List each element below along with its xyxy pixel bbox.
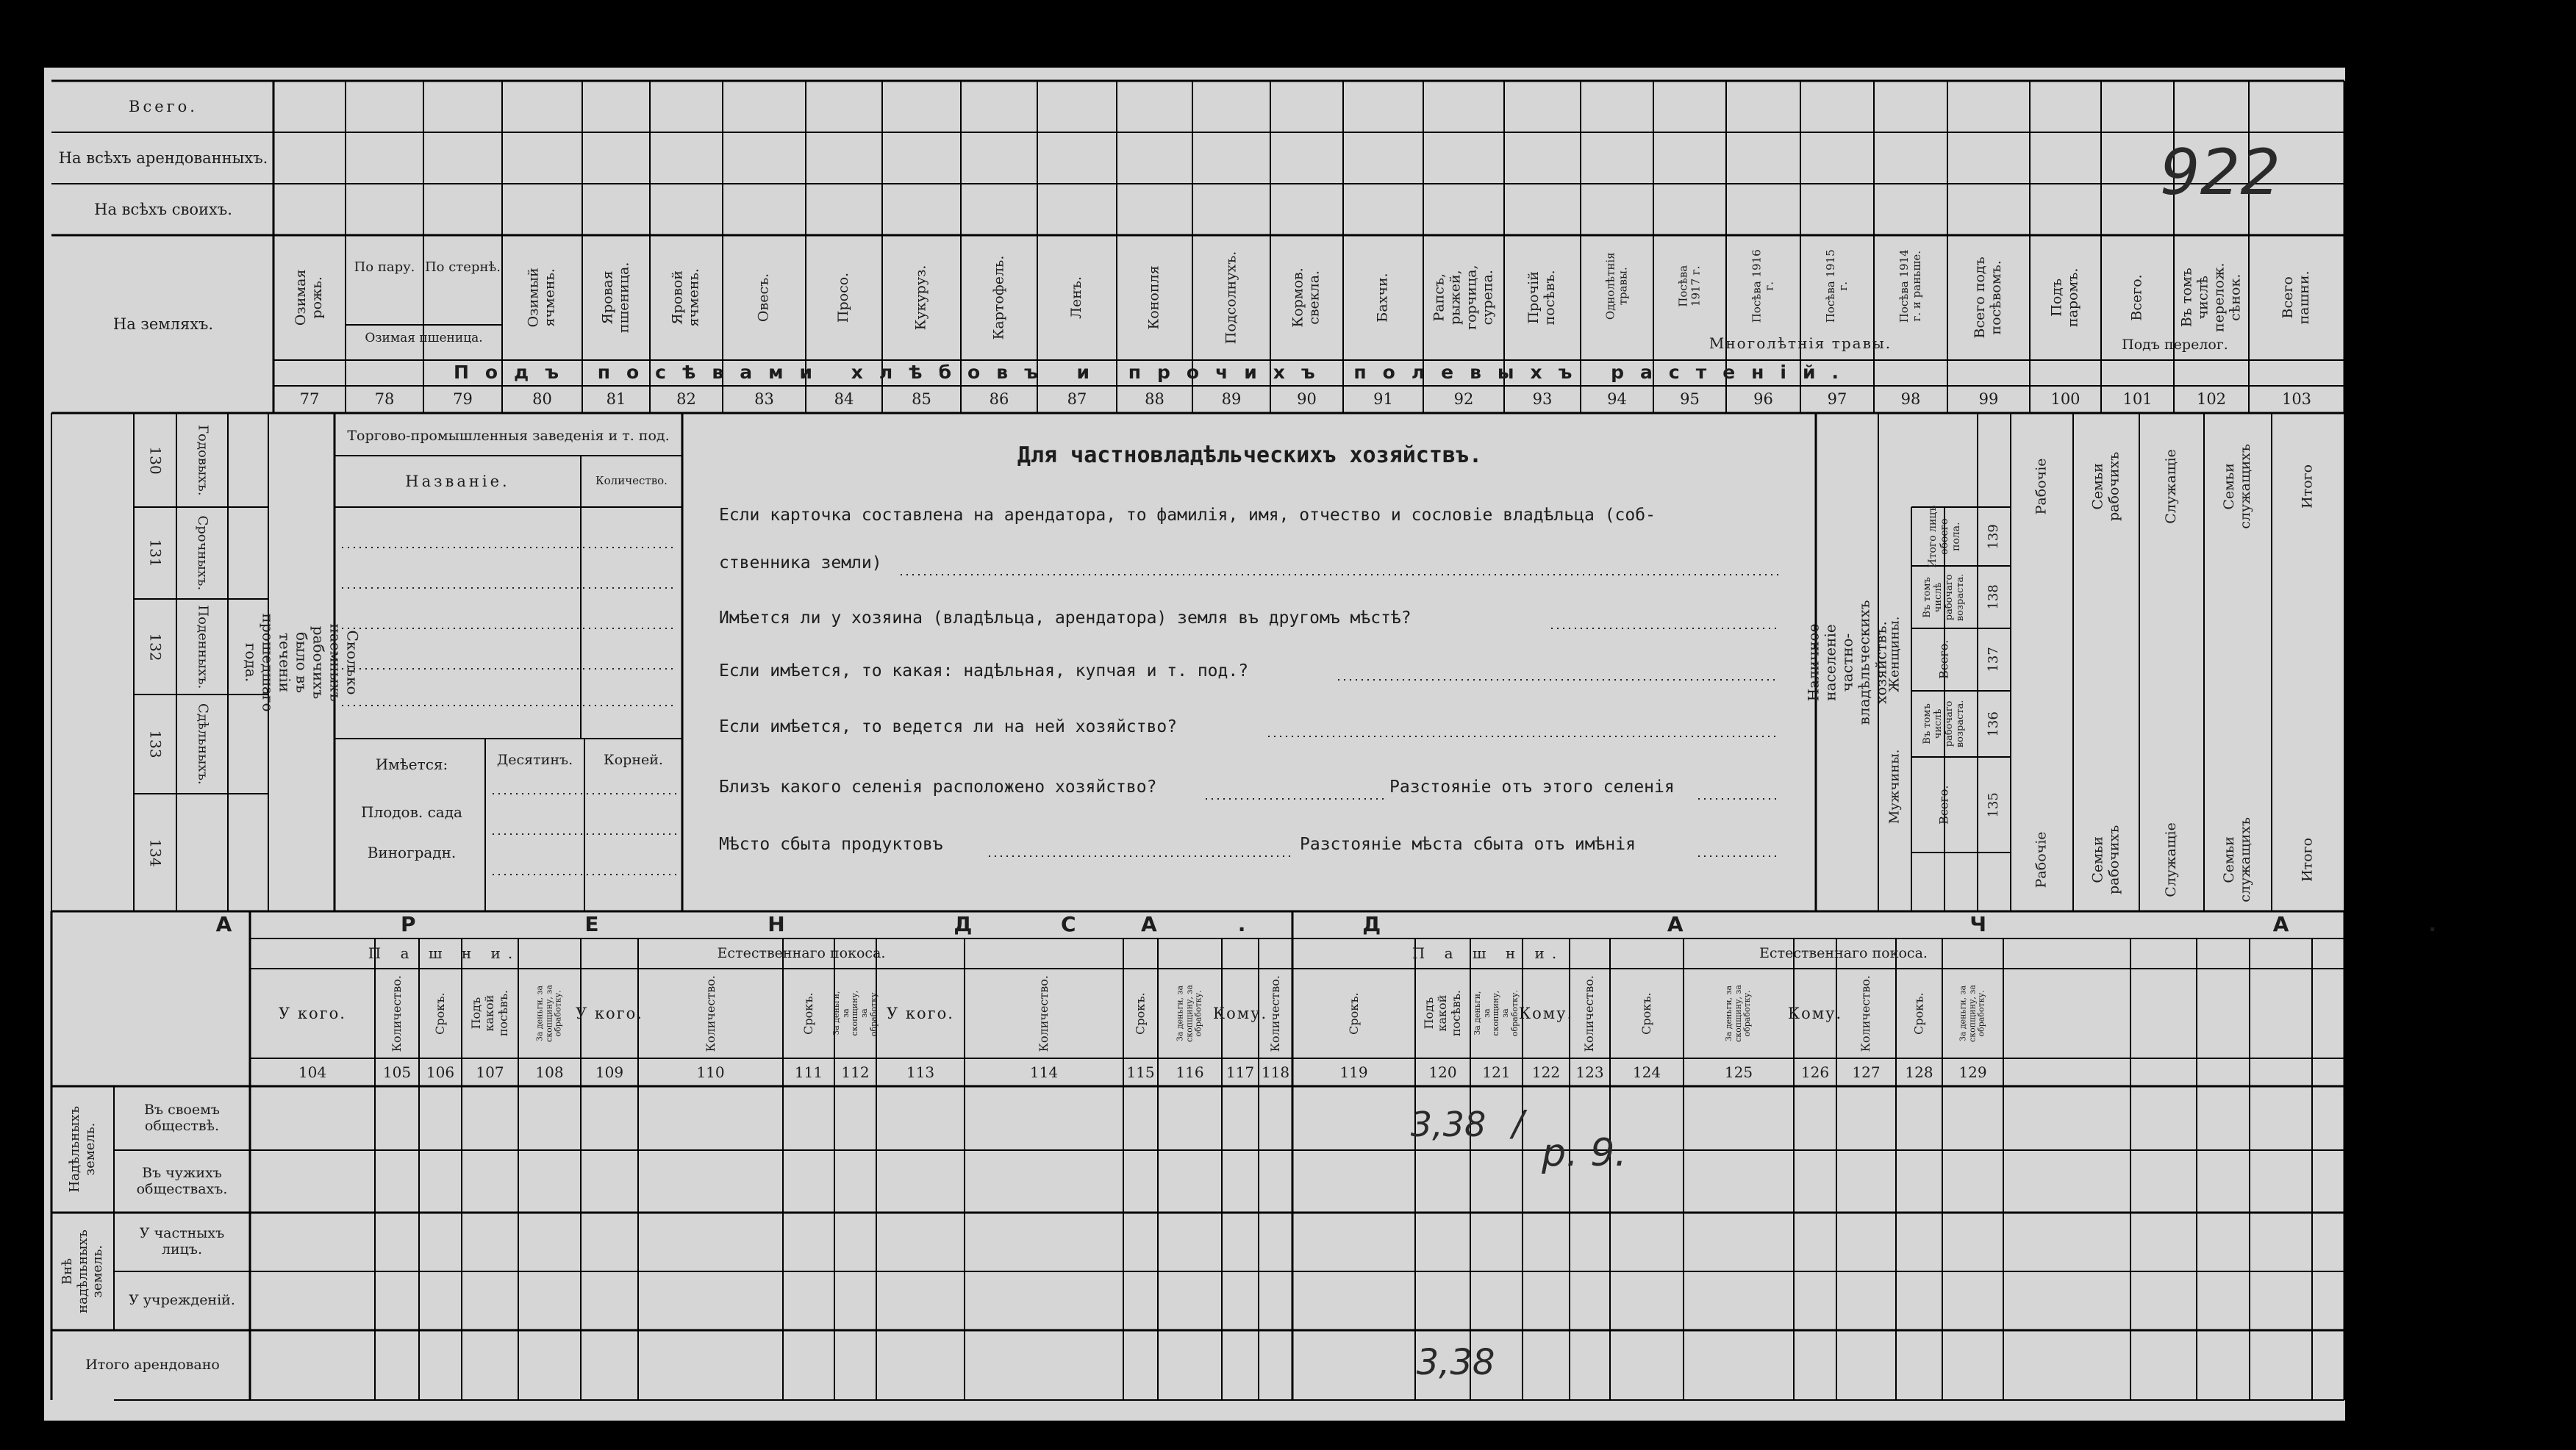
col-number-103: 103 [2281, 390, 2312, 409]
arr-col-label-129: За деньги, за скопщину, за обработку. [1958, 985, 1986, 1042]
col-number-93: 93 [1532, 390, 1553, 409]
staff-header-top-3: Семьи служащихъ [2221, 444, 2254, 529]
nenadel-label: Внѣ надѣльныхъ земель. [59, 1230, 105, 1313]
col-label-77: Озимая рожь. [293, 269, 325, 326]
arr-col-label-109: У кого. [576, 1004, 643, 1022]
arr-col-label-118: Количество. [1267, 975, 1282, 1052]
row-label-0: Всего. [129, 97, 198, 115]
arr-col-num-106: 106 [426, 1063, 455, 1081]
arr-col-num-111: 111 [794, 1063, 823, 1081]
arr-col-label-123: Количество. [1582, 975, 1597, 1052]
col-number-92: 92 [1453, 390, 1474, 409]
col-label-95: Посѣва 1917 г. [1676, 265, 1703, 307]
arr-col-label-119: Срокъ. [1346, 992, 1361, 1035]
handwritten-qty: 3,38 [1410, 1104, 1486, 1144]
arr-col-num-114: 114 [1029, 1063, 1059, 1081]
arr-col-label-110: Количество. [703, 975, 718, 1052]
question-q4: Если имѣется, то ведется ли на ней хозяйство? [719, 717, 1178, 736]
col-label-83: Овесъ. [755, 273, 772, 323]
col-label-81: Яровая пшеница. [599, 262, 632, 334]
col-number-85: 85 [912, 390, 931, 409]
question-q2: Имѣется ли у хозяина (владѣльца, арендатора) земля въ другомъ мѣстѣ? [719, 608, 1412, 628]
vert-col-num-131: 131 [146, 539, 165, 567]
arr-col-num-127: 127 [1852, 1063, 1881, 1081]
stamp-number: 922 [2159, 135, 2281, 209]
private-title: Для частновладѣльческихъ хозяйствъ. [1017, 442, 1483, 468]
question-q1a: Если карточка составлена на арендатора, то фамилія, имя, отчество и сословіе владѣльца (соб- [719, 505, 1656, 525]
arr-col-label-115: Срокъ. [1133, 992, 1148, 1035]
question-q1b: ственника земли) [719, 553, 882, 573]
col-number-84: 84 [834, 390, 854, 409]
col-number-101: 101 [2122, 390, 2153, 409]
vert-col-num-134: 134 [146, 838, 165, 867]
nadel-label: Надѣльныхъ земель. [66, 1106, 98, 1193]
col-label-91: Бахчи. [1374, 273, 1391, 323]
col-number-96: 96 [1753, 390, 1773, 409]
arr-col-num-112: 112 [841, 1063, 870, 1081]
vert-col-label-131: Срочныхъ. [195, 515, 211, 591]
row-label-bottom-0: Въ своемъ обществѣ. [144, 1101, 220, 1134]
col-label-89: Подсолнухъ. [1223, 251, 1239, 345]
arr-col-label-116: За деньги, за скопщину, за обработку. [1175, 985, 1203, 1042]
col-label-103: Всего пашни. [2280, 270, 2312, 325]
pop-num-138: 138 [1986, 584, 2002, 610]
arr-col-label-125: За деньги, за скопщину, за обработку. [1724, 985, 1753, 1042]
group-fallow: Подъ перелог. [2122, 337, 2228, 353]
col-label-93: Прочій посѣвъ. [1525, 270, 1558, 326]
row-label-2: На всѣхъ своихъ. [94, 200, 232, 218]
row-label-1: На всѣхъ арендованныхъ. [58, 148, 268, 167]
col-number-80: 80 [532, 390, 552, 409]
pop-num-136: 136 [1986, 711, 2002, 737]
vert-col-label-132: Поденныхъ. [195, 605, 211, 689]
vineyard-label: Виноградн. [367, 843, 457, 861]
col-label-102: Въ томъ числѣ перелож. сѣнок. [2178, 262, 2243, 333]
arr-col-num-118: 118 [1261, 1063, 1290, 1081]
arenda-pashni: П а ш н и. [368, 944, 520, 962]
row-label-bottom-2: У частныхъ лицъ. [139, 1225, 225, 1257]
question-q5b: Разстояніе отъ этого селенія [1389, 777, 1675, 797]
arr-col-num-116: 116 [1176, 1063, 1204, 1081]
pop-num-139: 139 [1986, 523, 2002, 550]
arr-col-label-112: За деньги, за скопщину, за обработку. [831, 990, 879, 1037]
pop-total-m: Всего. [1936, 785, 1951, 825]
sdacha-pokosa: Естественнаго покоса. [1759, 944, 1928, 961]
group-winter-wheat: Озимая пшеница. [365, 331, 483, 346]
col-number-79: 79 [453, 390, 473, 409]
col-label-87: Ленъ. [1068, 276, 1085, 319]
row-label-bottom-3: У учрежденій. [129, 1292, 235, 1309]
col-number-94: 94 [1607, 390, 1627, 409]
col-number-81: 81 [606, 390, 626, 409]
col-number-87: 87 [1067, 390, 1087, 409]
col-label-84: Просо. [835, 272, 852, 323]
staff-header-top-2: Служащіе [2163, 449, 2180, 524]
col-number-97: 97 [1827, 390, 1847, 409]
vert-col-num-130: 130 [146, 445, 165, 475]
roots-header: Корней. [604, 752, 663, 769]
pop-num-135: 135 [1986, 792, 2002, 818]
col-label-85: Кукуруз. [912, 265, 929, 331]
pop-total-w: Всего. [1936, 639, 1951, 680]
spaced-title: Подъ посѣвами хлѣбовъ и прочихъ полевыхъ растеній. [453, 362, 1856, 384]
hired-workers-question: Сколько наемныхъ рабочихъ было въ теченіи прошедшаго года. [242, 613, 362, 711]
arr-col-label-114: Количество. [1036, 975, 1051, 1052]
arr-col-num-107: 107 [476, 1063, 504, 1081]
pop-men: Мужчины. [1886, 749, 1903, 824]
col-number-100: 100 [2050, 390, 2081, 409]
question-q6: Мѣсто сбыта продуктовъ [719, 834, 943, 854]
handwritten-crop: р. 9. [1542, 1131, 1627, 1176]
row-label-3: На земляхъ. [112, 315, 214, 333]
arr-col-num-108: 108 [535, 1063, 564, 1081]
col-label-97: Посѣва 1915 г. [1823, 249, 1850, 323]
col-label-90: Кормов. свекла. [1289, 268, 1323, 328]
arr-col-label-106: Срокъ. [432, 992, 447, 1035]
desyatin-header: Десятинъ. [496, 752, 573, 769]
vert-col-label-134 [176, 794, 228, 911]
arr-col-num-113: 113 [906, 1063, 935, 1081]
col-label-80: Озимый ячмень. [525, 268, 558, 328]
arr-col-label-121: За деньги, за скопщину, за обработку. [1472, 990, 1520, 1037]
arr-col-label-120: Подъ какой посѣвъ. [1421, 990, 1463, 1037]
arr-col-num-105: 105 [382, 1063, 412, 1081]
trade-title: Торгово-промышленныя заведенія и т. под. [347, 428, 670, 445]
arr-col-label-124: Срокъ. [1639, 992, 1653, 1035]
arr-col-num-129: 129 [1958, 1063, 1987, 1081]
col-label-78: По пару. [354, 259, 415, 275]
col-label-82: Яровой ячмень. [669, 268, 702, 327]
trade-qty-header: Количество. [595, 474, 668, 488]
vert-col-num-132: 132 [146, 632, 165, 661]
arr-col-num-124: 124 [1632, 1063, 1661, 1081]
col-number-83: 83 [754, 390, 774, 409]
col-number-88: 88 [1145, 390, 1164, 409]
col-label-101: Всего. [2128, 274, 2145, 321]
arenda-title: А Р Е Н Д А. [215, 912, 1327, 937]
col-label-79: По стернѣ. [424, 259, 501, 275]
arr-col-num-117: 117 [1226, 1063, 1255, 1081]
arr-col-num-115: 115 [1126, 1063, 1155, 1081]
handwritten-slash: / [1511, 1103, 1525, 1145]
arr-col-num-126: 126 [1800, 1063, 1830, 1081]
arr-col-label-104: У кого. [279, 1004, 346, 1022]
pop-women: Женщины. [1886, 616, 1903, 692]
col-number-90: 90 [1297, 390, 1317, 409]
arr-col-num-122: 122 [1531, 1063, 1561, 1081]
question-q3: Если имѣется, то какая: надѣльная, купчая и т. под.? [719, 661, 1249, 681]
arr-col-label-111: Срокъ. [801, 992, 815, 1035]
staff-header-top-4: Итого [2299, 464, 2316, 509]
col-number-77: 77 [299, 390, 320, 409]
arr-col-label-127: Количество. [1858, 975, 1873, 1052]
sdacha-title: С Д А Ч А. [1060, 912, 2576, 937]
staff-header-bottom-2: Служащіе [2163, 822, 2180, 897]
col-label-88: Конопля [1145, 265, 1162, 330]
arr-col-num-110: 110 [696, 1063, 725, 1081]
row-label-bottom-4: Итого арендовано [85, 1356, 220, 1373]
col-label-94: Однолѣтнія травы. [1603, 252, 1630, 320]
col-label-100: Подъ паромъ. [2048, 268, 2081, 328]
population-label: Наличное населеніе частно-владѣльческихъ хозяйствъ. [1804, 600, 1890, 725]
arr-col-num-119: 119 [1339, 1063, 1368, 1081]
arr-col-label-107: Подъ какой посѣвъ. [468, 990, 510, 1037]
col-label-96: Посѣва 1916 г. [1750, 249, 1776, 323]
arr-col-num-104: 104 [298, 1063, 327, 1081]
question-q5: Близъ какого селенія расположено хозяйство? [719, 777, 1157, 797]
col-label-98: Посѣва 1914 г. и раньше. [1897, 249, 1923, 323]
col-number-86: 86 [989, 390, 1009, 409]
trade-name-header: Названіе. [405, 472, 510, 490]
pop-incl-w: Въ томъ числѣ рабочаго возраста. [1922, 573, 1966, 621]
staff-header-bottom-0: Рабочіе [2033, 831, 2050, 889]
arr-col-num-121: 121 [1482, 1063, 1511, 1081]
col-number-78: 78 [374, 390, 395, 409]
pop-total-both: Итого лицъ обоего пола. [1926, 505, 1963, 568]
has-label: Имѣется: [375, 755, 448, 773]
arr-col-label-117: Кому. [1212, 1004, 1268, 1022]
pop-num-137: 137 [1986, 647, 2002, 672]
vert-col-label-130: Годовыхъ. [195, 424, 211, 496]
col-number-98: 98 [1900, 390, 1921, 409]
vert-col-label-133: Сдѣльныхъ. [195, 703, 211, 785]
arr-col-label-113: У кого. [887, 1004, 954, 1022]
arr-col-label-105: Количество. [389, 975, 404, 1052]
arr-col-label-126: Кому. [1787, 1004, 1843, 1022]
staff-header-top-1: Семьи рабочихъ [2089, 451, 2122, 522]
staff-header-bottom-4: Итого [2299, 838, 2316, 882]
staff-header-top-0: Рабочіе [2033, 458, 2050, 515]
arr-col-num-109: 109 [595, 1063, 624, 1081]
arenda-pokosa: Естественнаго покоса. [717, 944, 886, 961]
col-label-92: Рапсъ, рыжей, горчица, сурепа. [1431, 265, 1495, 331]
row-label-bottom-1: Въ чужихъ обществахъ. [136, 1164, 228, 1197]
col-label-99: Всего подъ посѣвомъ. [1972, 256, 2004, 339]
arr-col-label-108: За деньги, за скопщину, за обработку. [534, 985, 563, 1042]
arr-col-num-125: 125 [1724, 1063, 1753, 1081]
arr-col-num-123: 123 [1575, 1063, 1604, 1081]
vert-col-num-133: 133 [146, 730, 165, 758]
col-number-82: 82 [676, 390, 696, 409]
arr-col-label-128: Срокъ. [1911, 992, 1926, 1035]
col-number-89: 89 [1221, 390, 1242, 409]
question-q6b: Разстояніе мѣста сбыта отъ имѣнія [1300, 834, 1636, 854]
pop-incl-m: Въ томъ числѣ рабочаго возраста. [1922, 700, 1966, 748]
arr-col-num-128: 128 [1905, 1063, 1933, 1081]
col-number-102: 102 [2196, 390, 2227, 409]
orchard-label: Плодов. сада [361, 803, 462, 821]
col-label-86: Картофель. [990, 255, 1007, 340]
staff-header-bottom-3: Семьи служащихъ [2221, 817, 2254, 902]
col-number-95: 95 [1680, 390, 1700, 409]
col-number-99: 99 [1978, 390, 1999, 409]
col-number-91: 91 [1373, 390, 1393, 409]
staff-header-bottom-1: Семьи рабочихъ [2089, 825, 2122, 895]
handwritten-total: 3,38 [1416, 1342, 1495, 1384]
sdacha-pashni: П а ш н и. [1412, 944, 1564, 962]
group-perennial-grass: Многолѣтнія травы. [1709, 334, 1892, 352]
arr-col-label-122: Кому. [1518, 1004, 1574, 1022]
arr-col-num-120: 120 [1428, 1063, 1457, 1081]
